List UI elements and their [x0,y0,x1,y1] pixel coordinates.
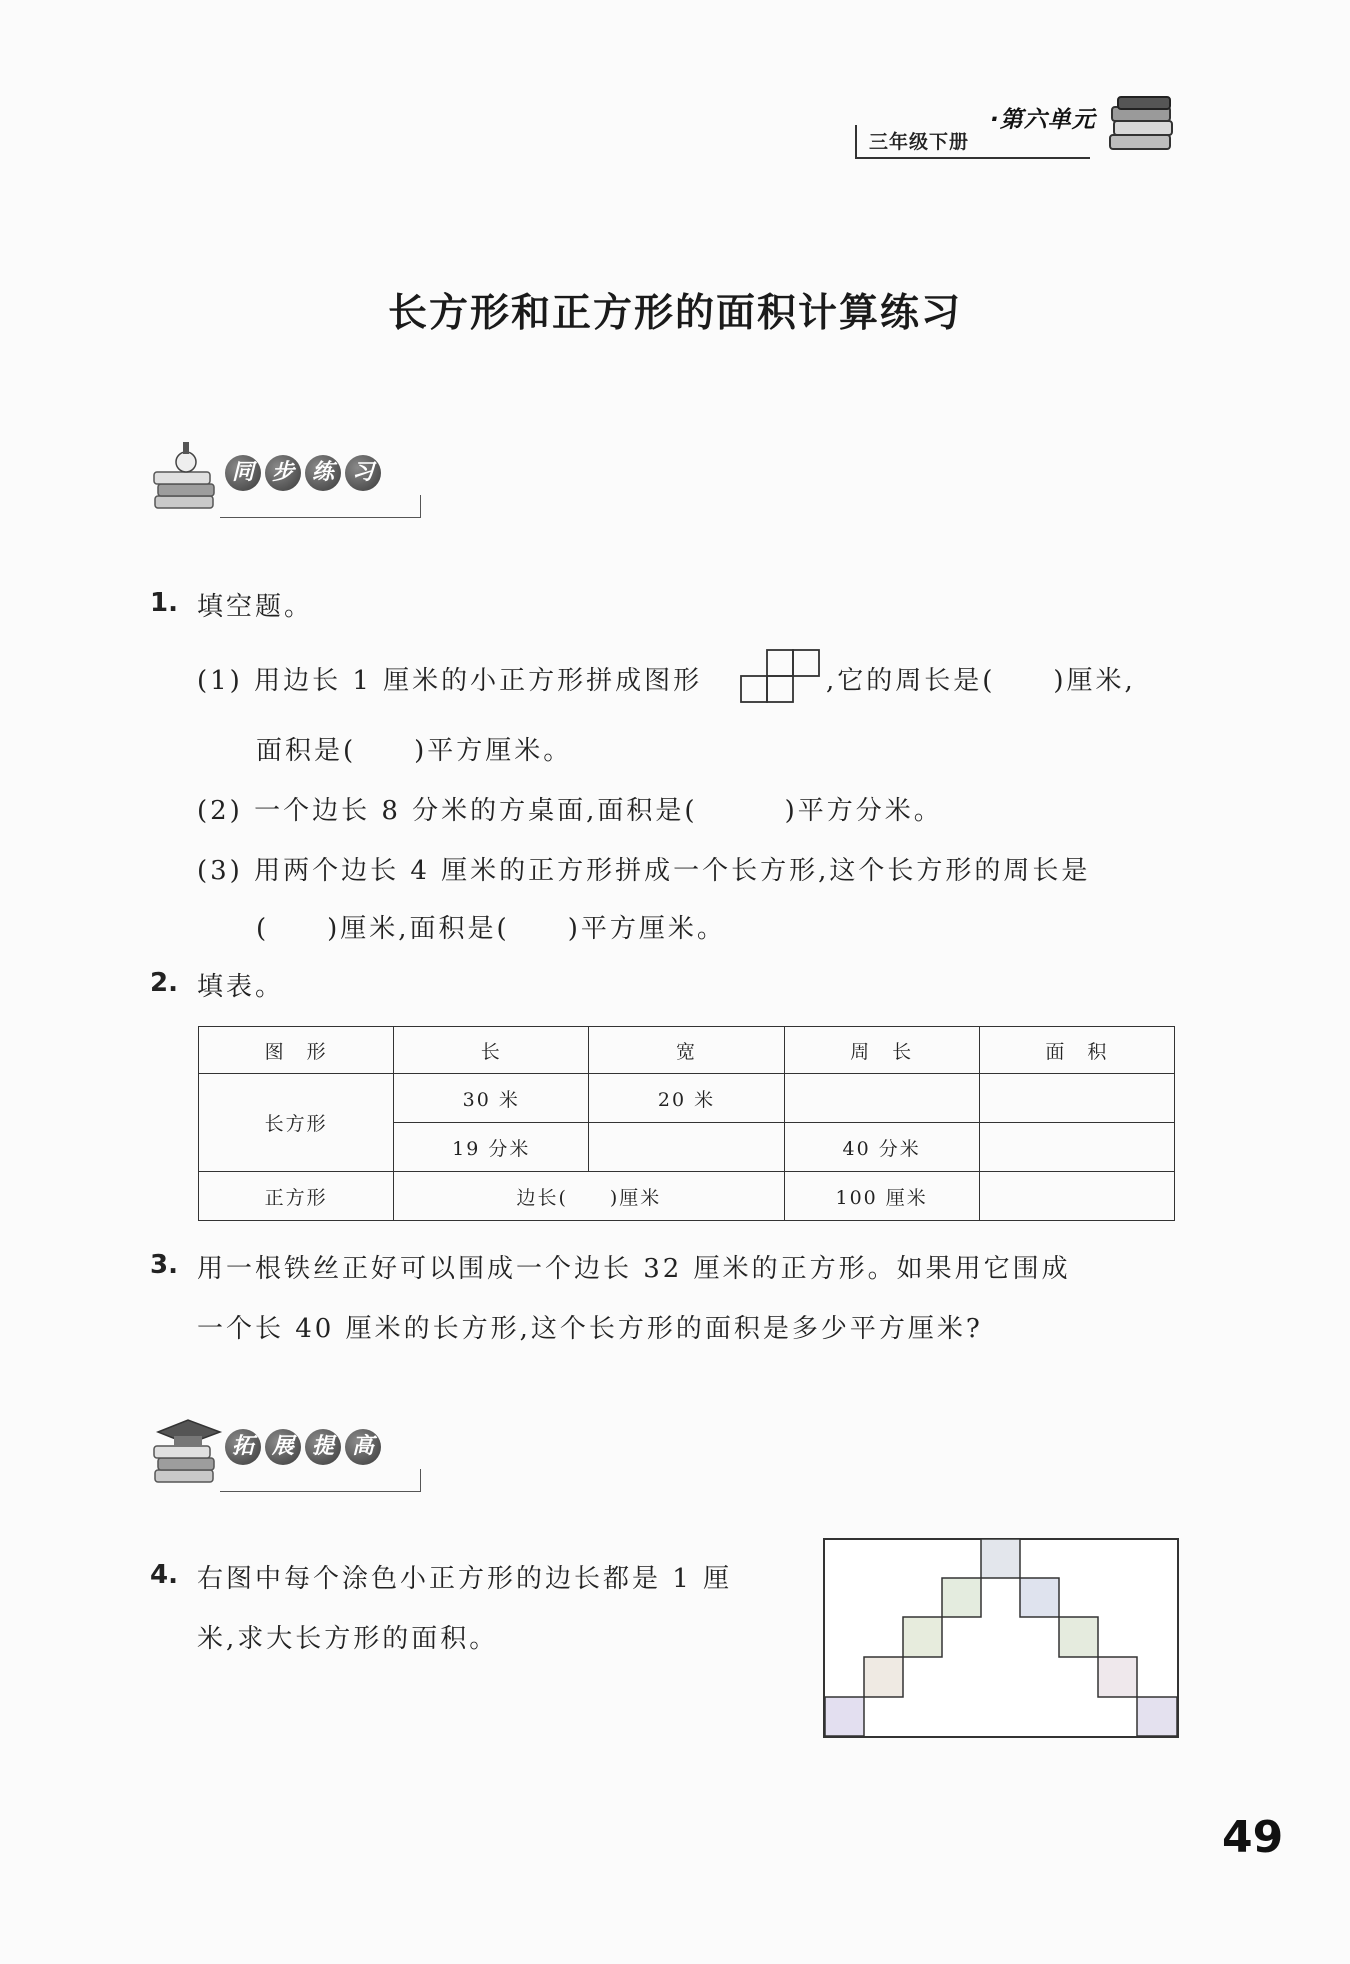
section-underline [220,495,421,518]
l-shape-figure [740,648,822,704]
question-3-line-1: 用一根铁丝正好可以围成一个边长 32 厘米的正方形。如果用它围成 [197,1254,1071,1284]
question-3-line-2: 一个长 40 厘米的长方形,这个长方形的面积是多少平方厘米? [197,1314,983,1344]
table-header-cell: 宽 [589,1027,784,1074]
table-header-cell: 图 形 [199,1027,394,1074]
question-1-text: 填空题。 [197,592,314,622]
shape-label-rectangle: 长方形 [199,1074,394,1172]
question-4-number: 4. [150,1560,178,1590]
table-cell [784,1074,979,1123]
table-header-cell: 周 长 [784,1027,979,1074]
table-header-cell: 长 [394,1027,589,1074]
section-header-practice [150,440,440,520]
section-header-extension [150,1414,440,1494]
question-4-line-1: 右图中每个涂色小正方形的边长都是 1 厘 [197,1564,733,1594]
q1-sub3-text-a: (3) 用两个边长 4 厘米的正方形拼成一个长方形,这个长方形的周长是 [197,856,1091,886]
table-row [199,1074,1175,1123]
section-underline [220,1469,421,1492]
q1-sub1-text-a: (1) 用边长 1 厘米的小正方形拼成图形 [197,666,703,696]
table-cell [979,1123,1174,1172]
badge-char: 高 [345,1429,381,1465]
table-cell: 100 厘米 [784,1172,979,1221]
lamp-books-icon [150,440,225,520]
badge-char: 拓 [225,1429,261,1465]
unit-label: ·第六单元 [990,107,1096,133]
table-cell: 19 分米 [394,1123,589,1172]
section-badges [225,1429,381,1465]
fill-table [198,1026,1175,1221]
graduation-cap-books-icon [150,1414,225,1494]
badge-char: 同 [225,455,261,491]
page-number: 49 [1222,1812,1284,1863]
table-row [199,1172,1175,1221]
badge-char: 习 [345,455,381,491]
table-cell: 30 米 [394,1074,589,1123]
badge-char: 练 [305,455,341,491]
table-cell [979,1074,1174,1123]
badge-char: 提 [305,1429,341,1465]
q1-sub2-text: (2) 一个边长 8 分米的方桌面,面积是( )平方分米。 [197,796,943,826]
question-4-line-2: 米,求大长方形的面积。 [197,1624,499,1654]
unit-header [850,95,1190,170]
table-cell [979,1172,1174,1221]
question-3-number: 3. [150,1250,178,1280]
books-icon [1108,95,1178,157]
section-badges [225,455,381,491]
table-cell [589,1123,784,1172]
table-header-cell: 面 积 [979,1027,1174,1074]
badge-char: 展 [265,1429,301,1465]
staircase-figure [823,1538,1181,1740]
table-cell: 20 米 [589,1074,784,1123]
q1-sub3-text-b: ( )厘米,面积是( )平方厘米。 [256,914,726,944]
badge-char: 步 [265,455,301,491]
table-cell: 40 分米 [784,1123,979,1172]
q1-sub1-text-b: ,它的周长是( )厘米, [826,666,1136,696]
question-1-number: 1. [150,588,178,618]
shape-label-square: 正方形 [199,1172,394,1221]
question-2-text: 填表。 [197,972,285,1002]
page-title: 长方形和正方形的面积计算练习 [387,291,962,336]
question-2-number: 2. [150,968,178,998]
table-cell: 边长( )厘米 [394,1172,784,1221]
q1-sub1-text-c: 面积是( )平方厘米。 [256,736,573,766]
grade-label: 三年级下册 [855,125,1090,159]
table-header-row [199,1027,1175,1074]
